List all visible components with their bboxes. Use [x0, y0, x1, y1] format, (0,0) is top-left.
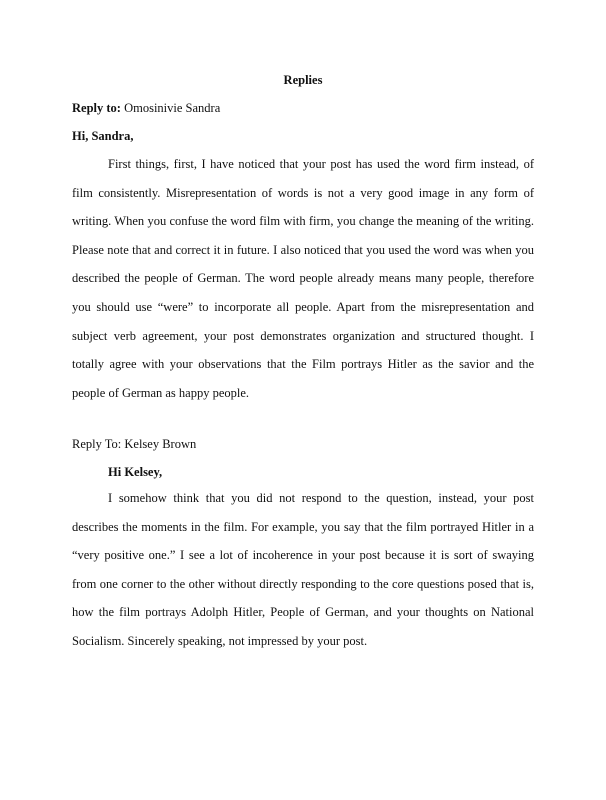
reply1-greeting: Hi, Sandra, [72, 129, 134, 143]
page-title: Replies [283, 73, 323, 87]
reply1-recipient-line [72, 100, 220, 116]
reply1-body: First things, first, I have noticed that your post has used the word firm instead, of film consistently. Misrepresentation of words is not a very good image in any form of writing. When you confuse the word film with firm, you change the meaning of the writing. Please note that and correct it in future. I also noticed that you used the word was when you described the people of German. The word people already means many people, therefore you should use “were” to incorporate all people. Apart from the misrepresentation and subject verb agreement, your post demonstrates organization and structured thought. I totally agree with your observations that the Film portrays Hitler as the savior and the people of German as happy people. [72, 157, 534, 400]
reply2-body: I somehow think that you did not respond to the question, instead, your post describes the moments in the film. For example, you say that the film portrayed Hitler in a “very positive one.” I see a lot of incoherence in your post because it is sort of swaying from one corner to the other without directly responding to the core questions posed that is, how the film portrays Adolph Hitler, People of German, and your thoughts on National Socialism. Sincerely speaking, not impressed by your post. [72, 491, 534, 648]
reply1-to-label: Reply to: [72, 101, 121, 115]
reply1-to-name: Omosinivie Sandra [120, 101, 221, 115]
reply2-recipient-line: Reply To: Kelsey Brown [72, 437, 197, 451]
reply2-greeting: Hi Kelsey, [108, 465, 163, 479]
